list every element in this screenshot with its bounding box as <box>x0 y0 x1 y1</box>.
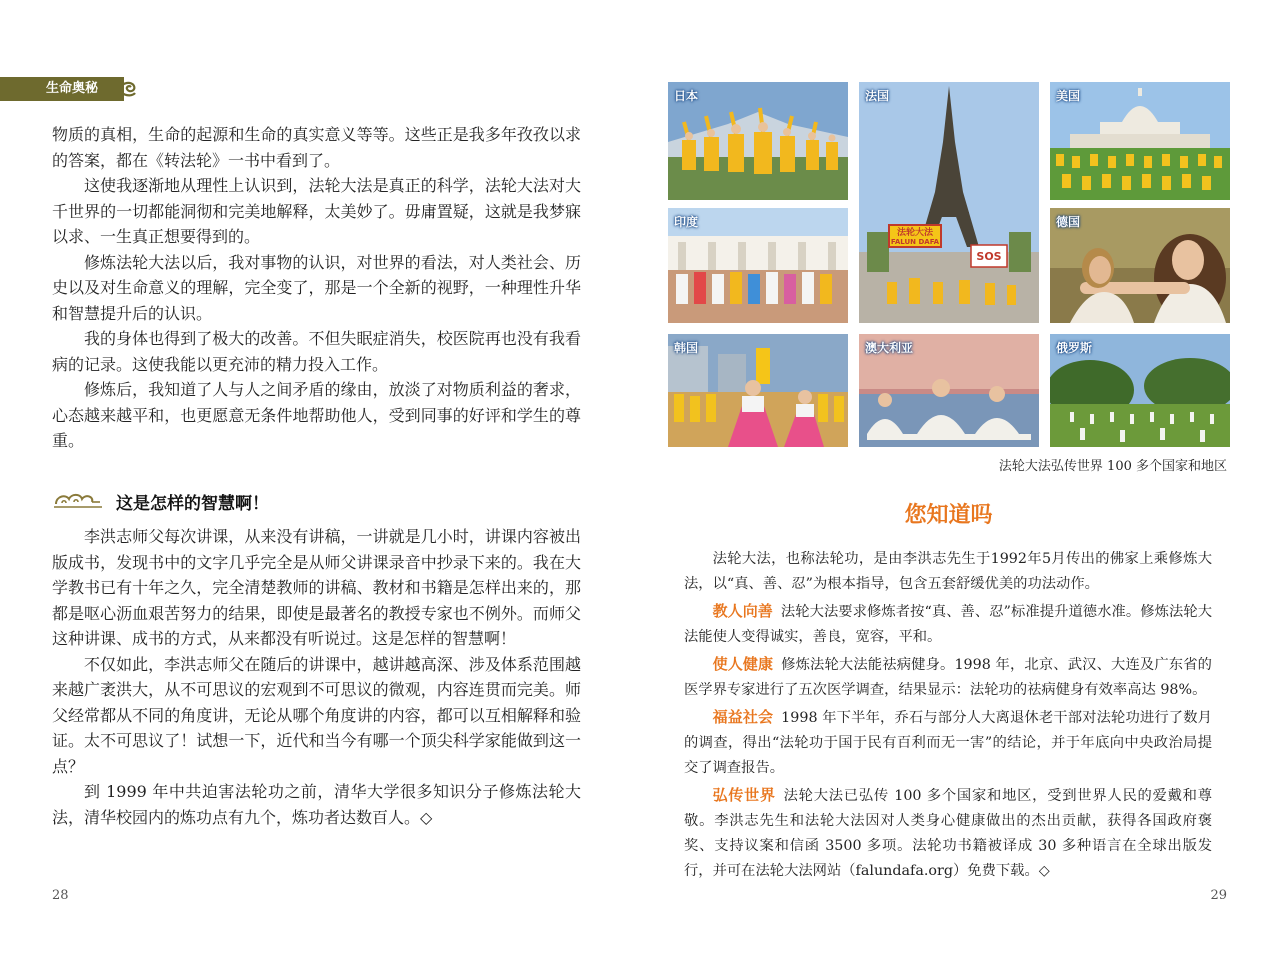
photo-grid <box>668 82 1228 447</box>
photo-label: 澳大利亚 <box>865 341 914 355</box>
photo-label: 韩国 <box>674 341 699 355</box>
photo-australia <box>859 334 1039 447</box>
photo-france <box>859 82 1039 323</box>
did-you-know-body <box>684 547 1212 886</box>
photo-label: 德国 <box>1056 215 1081 229</box>
photo-label: 日本 <box>674 89 699 103</box>
paragraph: 物质的真相，生命的起源和生命的真实意义等等。这些正是我多年孜孜以求的答案，都在《转法轮》一书中看到了。 <box>52 125 581 170</box>
dyk-item <box>684 705 1212 781</box>
dyk-item <box>684 599 1212 650</box>
paragraph: 这使我逐渐地从理性上认识到，法轮大法是真正的科学，法轮大法对大千世界的一切都能洞彻和完美地解释，太美妙了。毋庸置疑，这就是我梦寐以求、一生真正想要得到的。 <box>52 176 581 246</box>
did-you-know-title: 您知道吗 <box>904 503 993 528</box>
photo-germany <box>1050 208 1230 323</box>
chapter-header-tab: 生命奥秘 <box>0 77 124 101</box>
paragraph: 不仅如此，李洪志师父在随后的讲课中，越讲越高深、涉及体系范围越来越广袤洪大，从不可思议的宏观到不可思议的微观，内容连贯而完美。师父经常都从不同的角度讲，无论从哪个角度讲的内容，都可以互相解释和验证。太不可思议了！试想一下，近代和当今有哪一个顶尖科学家能做到这一点？ <box>52 654 581 776</box>
paragraph: 修炼法轮大法以后，我对事物的认识，对世界的看法，对人类社会、历史以及对生命意义的理解，完全变了，那是一个全新的视野，一种理性升华和智慧提升后的认识。 <box>52 252 581 323</box>
section-title: 这是怎样的智慧啊！ <box>116 493 269 514</box>
cloud-ornament-icon <box>52 488 104 514</box>
dyk-item-text: 法轮大法已弘传 100 多个国家和地区，受到世界人民的爱戴和尊敬。李洪志先生和法轮大法因对人类身心健康做出的杰出贡献，获得各国政府褒奖、支持议案和信函 3500 多项。法轮功书籍被译成 30 多种语言在全球出版发行，并可在法轮大法网站（falundafa.org）免费下载。◇ <box>684 788 1212 879</box>
dyk-keyword: 福益社会 <box>712 708 774 726</box>
photo-korea <box>668 334 848 447</box>
photo-label: 法国 <box>865 89 890 103</box>
banner-text-cn: 法轮大法 <box>896 228 934 238</box>
dyk-item-text: 修炼法轮大法能祛病健身。1998 年，北京、武汉、大连及广东省的医学界专家进行了五次医学调查，结果显示：法轮功的祛病健身有效率高达 98%。 <box>684 657 1212 698</box>
body-text-bottom <box>52 524 581 830</box>
dyk-item <box>684 783 1212 884</box>
france-photo-image <box>859 82 1039 323</box>
right-page <box>632 0 1265 978</box>
section-heading <box>52 486 269 516</box>
scroll-ornament-icon <box>118 78 140 100</box>
dyk-item-text: 法轮大法要求修炼者按“真、善、忍”标准提升道德水准。修炼法轮大法能使人变得诚实，善良，宽容，平和。 <box>684 604 1212 645</box>
paragraph: 到 1999 年中共迫害法轮功之前，清华大学很多知识分子修炼法轮大法，清华校园内的炼功点有九个，炼功者达数百人。◇ <box>52 782 581 827</box>
sos-sign-text: SOS <box>976 250 1002 263</box>
dyk-keyword: 教人向善 <box>712 602 773 620</box>
paragraph: 李洪志师父每次讲课，从来没有讲稿，一讲就是几小时，讲课内容被出版成书，发现书中的文字几乎完全是从师父讲课录音中抄录下来的。我在大学教书已有十年之久，完全清楚教师的讲稿、教材和书籍是怎样出来的，那都是呕心沥血艰苦努力的结果，即使是最著名的教授专家也不例外。而师父这种讲课、成书的方式，从来都没有听说过。这是怎样的智慧啊！ <box>52 527 581 648</box>
left-page <box>0 0 632 978</box>
photo-label: 印度 <box>674 215 699 229</box>
dyk-keyword: 使人健康 <box>712 655 774 673</box>
paragraph: 我的身体也得到了极大的改善。不但失眠症消失，校医院再也没有我看病的记录。这使我能以更充沛的精力投入工作。 <box>52 329 581 374</box>
paragraph: 修炼后，我知道了人与人之间矛盾的缘由，放淡了对物质利益的奢求，心态越来越平和，也更愿意无条件地帮助他人，受到同事的好评和学生的尊重。 <box>52 380 581 450</box>
dyk-keyword: 弘传世界 <box>712 786 776 804</box>
photo-label: 俄罗斯 <box>1056 341 1093 355</box>
page-number: 28 <box>52 888 69 903</box>
photo-label: 美国 <box>1056 89 1081 103</box>
photo-caption: 法轮大法弘传世界 100 多个国家和地区 <box>998 459 1227 474</box>
photo-japan <box>668 82 848 200</box>
page-number: 29 <box>1210 888 1227 903</box>
photo-india <box>668 208 848 323</box>
photo-usa <box>1050 82 1230 200</box>
dyk-item-text: 1998 年下半年，乔石与部分人大离退休老干部对法轮功进行了数月的调查，得出“法轮功于国于民有百利而无一害”的结论，并于年底向中央政治局提交了调查报告。 <box>684 710 1212 776</box>
dyk-intro: 法轮大法，也称法轮功，是由李洪志先生于1992年5月传出的佛家上乘修炼大法，以“真、善、忍”为根本指导，包含五套舒缓优美的功法动作。 <box>684 551 1212 592</box>
body-text-top <box>52 122 581 454</box>
photo-russia <box>1050 334 1230 447</box>
banner-text-en: FALUN DAFA <box>890 238 940 246</box>
dyk-item <box>684 652 1212 703</box>
